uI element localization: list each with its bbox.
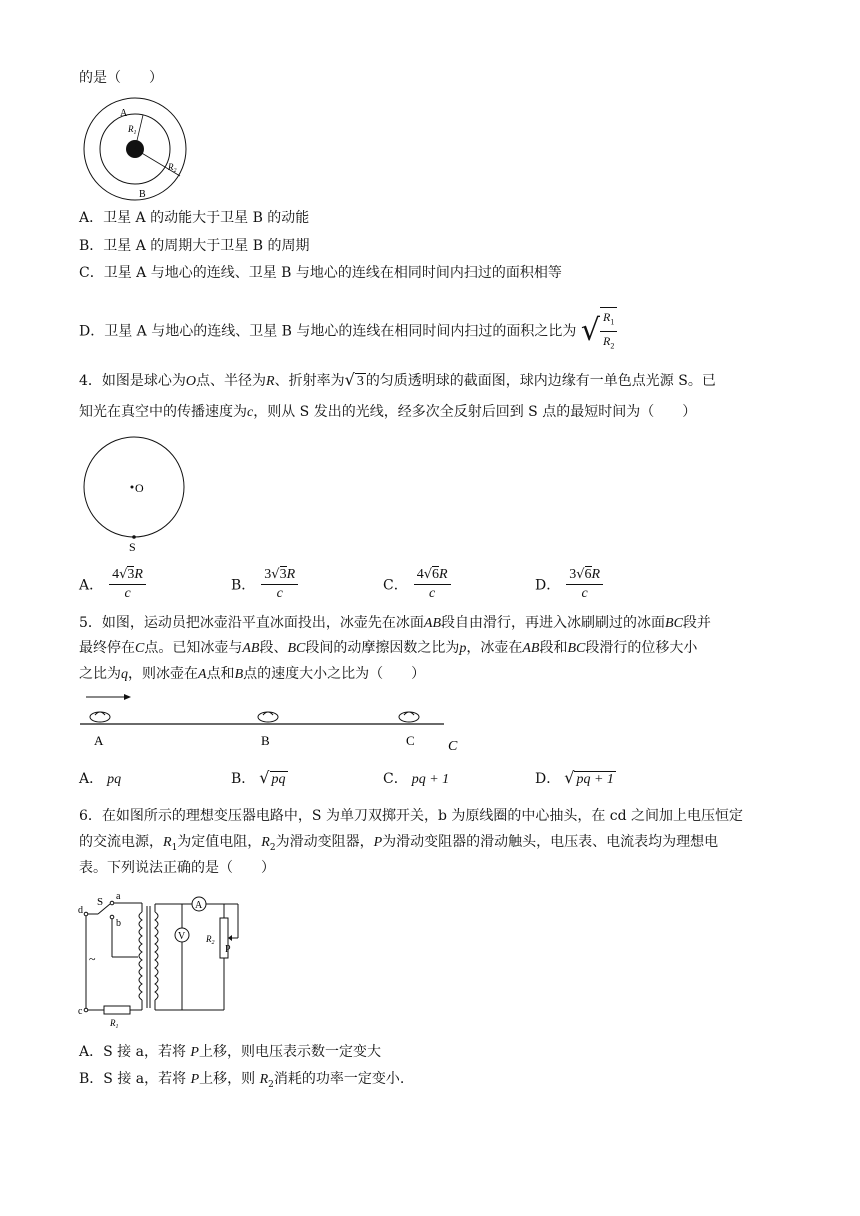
q6-fig-label-a: a: [116, 891, 121, 902]
q6-transformer-figure: [78, 890, 248, 1030]
q3-orbit-figure: [76, 96, 200, 206]
q6-line-2: 的交流电源，$R_1$为定值电阻，$R_2$为滑动变阻器，P为滑动变阻器的滑动触头，电压表、电流表均为理想电: [79, 834, 719, 853]
q6-line-3: 表。下列说法正确的是（ ）: [79, 860, 275, 876]
q5-line-1: 5．如图，运动员把冰壶沿平直冰面投出，冰壶先在冰面AB段自由滑行，再进入冰刷刷过的冰面BC段并: [79, 615, 711, 631]
q4-option-a: A． $\frac{4√3R}{c}$: [79, 566, 146, 603]
q4-option-d: D． $\frac{3√6R}{c}$: [535, 566, 603, 603]
q3-fig-label-r1: $R_1$: [128, 124, 137, 136]
q3-option-a: A．卫星 A 的动能大于卫星 B 的动能: [79, 210, 310, 226]
q6-line-1: 6．在如图所示的理想变压器电路中，S 为单刀双掷开关，b 为原线圈的中心抽头，在 cd 之间加上电压恒定: [79, 808, 744, 824]
q3-fig-label-a: A: [120, 108, 128, 119]
q6-option-a: A．S 接 a，若将 P上移，则电压表示数一定变大: [79, 1044, 381, 1060]
q6-fig-label-tilde: ~: [89, 952, 96, 966]
q3-stem-tail: 的是（ ）: [79, 70, 163, 86]
q4-sphere-figure: [78, 436, 194, 556]
q6-fig-label-voltmeter: V: [178, 931, 186, 942]
q5-curling-figure: [80, 690, 470, 756]
q6-option-b: B．S 接 a，若将 P上移，则 $R_2$消耗的功率一定变小.: [79, 1071, 405, 1090]
q6-fig-label-b: b: [116, 918, 121, 929]
q3-option-c: C．卫星 A 与地心的连线、卫星 B 与地心的连线在相同时间内扫过的面积相等: [79, 265, 562, 281]
q4-option-b: B． $\frac{3√3R}{c}$: [231, 566, 298, 603]
q6-fig-label-r2: $R_2$: [206, 934, 215, 946]
q6-fig-label-r1: $R_1$: [110, 1018, 119, 1030]
q3-fig-label-r2: $R_2$: [168, 162, 177, 174]
q3-option-d: D．卫星 A 与地心的连线、卫星 B 与地心的连线在相同时间内扫过的面积之比为 √ $\frac{R_1}{R_2}$: [79, 307, 617, 356]
q4-line-2: 知光在真空中的传播速度为c，则从 S 发出的光线，经多次全反射后回到 S 点的最短时间为（ ）: [79, 404, 697, 420]
q5-fig-label-c-italic: C: [448, 739, 458, 754]
q4-line-1: 4．如图是球心为O点、半径为R、折射率为√ 3 的匀质透明球的截面图，球内边缘有一单色点光源 S。已: [79, 370, 716, 389]
q5-options: [79, 766, 779, 792]
q4-option-c: C． $\frac{4√6R}{c}$: [383, 566, 451, 603]
q6-fig-label-p: P: [225, 944, 231, 955]
curling-stone-a: [90, 712, 110, 722]
q5-fig-label-b: B: [261, 733, 270, 748]
q5-line-3: 之比为q，则冰壶在A点和B点的速度大小之比为（ ）: [79, 666, 426, 682]
q5-option-a: A． pq: [79, 771, 122, 787]
q3-option-b: B．卫星 A 的周期大于卫星 B 的周期: [79, 238, 310, 254]
q6-fig-label-c: c: [78, 1006, 83, 1017]
q5-fig-label-a: A: [94, 733, 104, 748]
curling-stone-c: [399, 712, 419, 722]
q5-option-b: B． √ pq: [231, 768, 286, 787]
q6-fig-label-s: S: [97, 896, 104, 908]
q5-option-c: C． pq + 1: [383, 771, 450, 787]
q4-options: [79, 566, 779, 606]
q5-option-d: D． √ pq + 1: [535, 768, 614, 787]
q5-line-2: 最终停在C点。已知冰壶与AB段、BC段间的动摩擦因数之比为p，冰壶在AB段和BC段滑行的位移大小: [79, 640, 698, 656]
q4-fig-label-o: O: [135, 481, 144, 495]
q5-fig-label-c: C: [406, 733, 415, 748]
q4-fig-label-s: S: [129, 540, 136, 554]
q3-fig-label-b: B: [139, 189, 146, 200]
q6-fig-label-ammeter: A: [195, 900, 203, 911]
curling-stone-b: [258, 712, 278, 722]
q6-fig-label-d: d: [78, 905, 83, 916]
